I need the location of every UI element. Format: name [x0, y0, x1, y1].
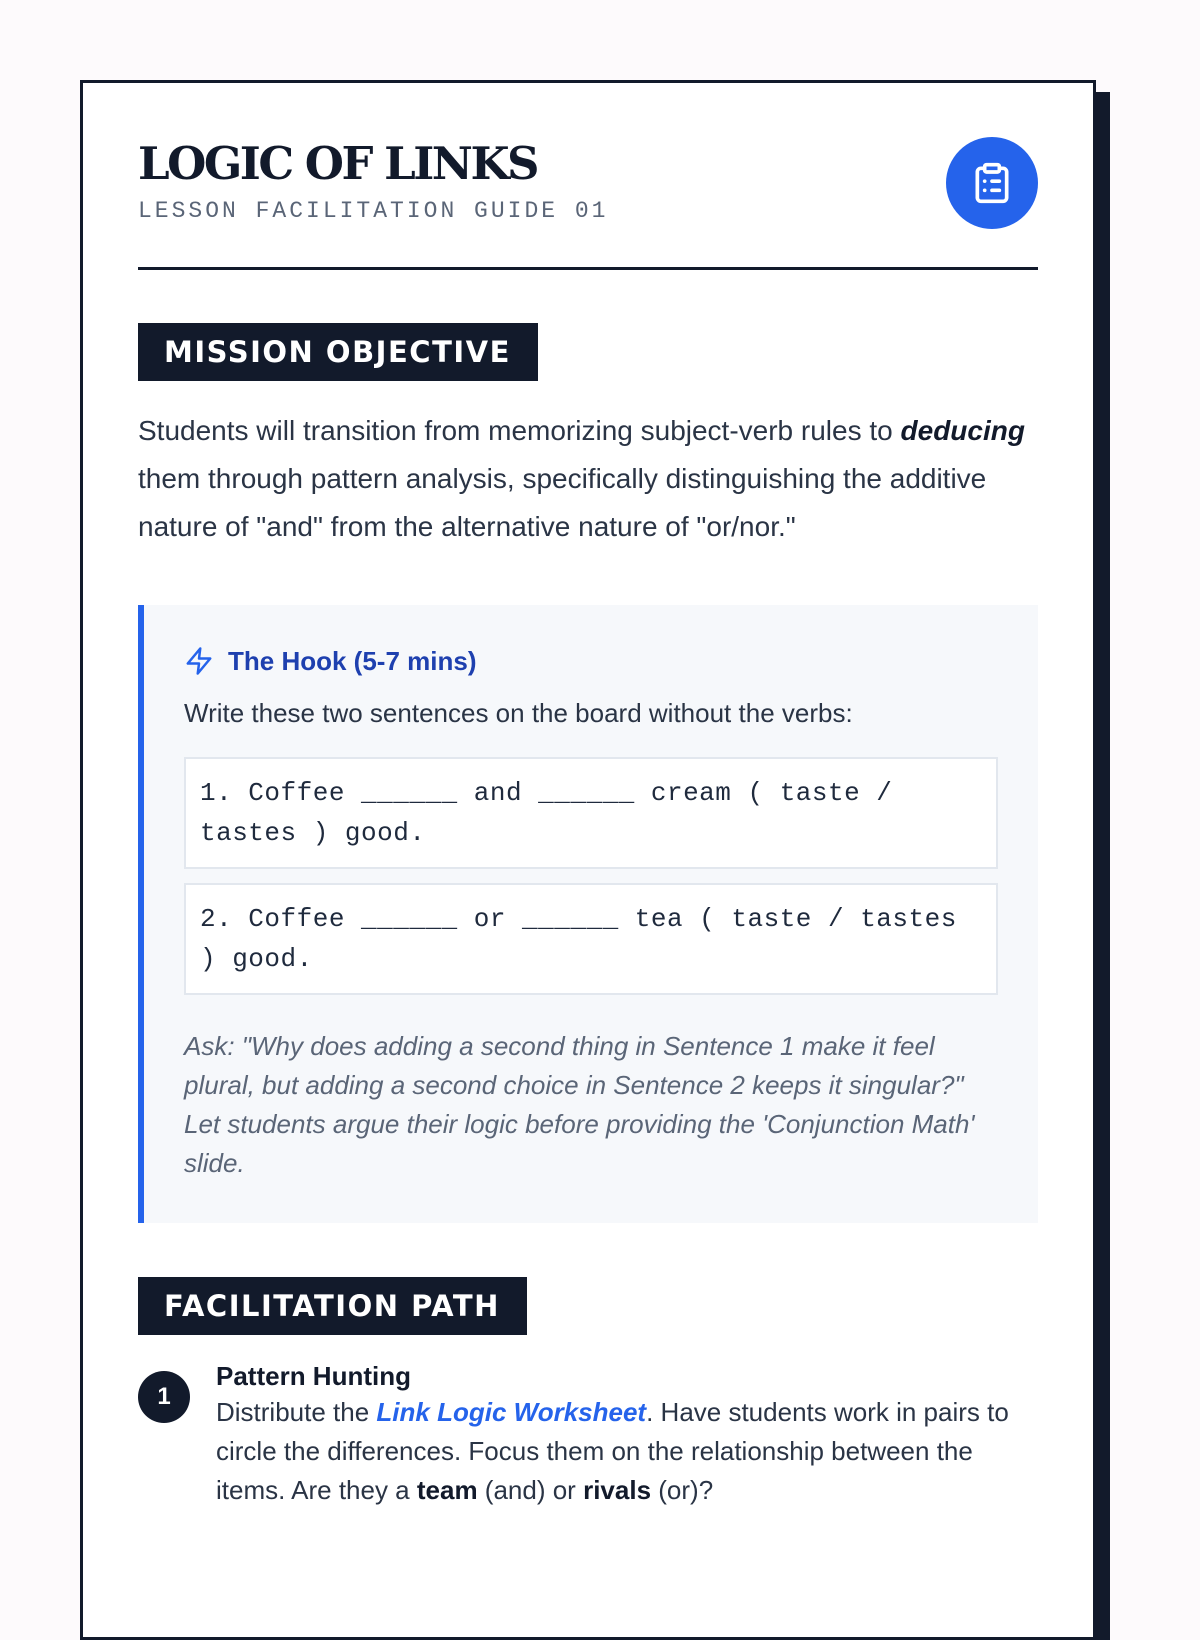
step-bold-rivals: rivals — [583, 1475, 652, 1505]
step-number-badge: 1 — [138, 1371, 190, 1423]
lesson-card — [80, 80, 1096, 1640]
step-body-mid: . Have students work in pairs to circle the differences. Focus them on the relationship between the items. Are they a — [216, 1397, 1009, 1505]
step-title: Pattern Hunting — [216, 1361, 411, 1391]
header-divider — [138, 267, 1038, 270]
lightning-icon — [184, 645, 214, 677]
page-title: LOGIC OF LINKS — [138, 137, 538, 190]
hook-intro: Write these two sentences on the board without the verbs: — [184, 698, 853, 728]
mission-objective-tag: MISSION OBJECTIVE — [138, 323, 538, 381]
mission-objective-text — [138, 407, 1038, 551]
card-header — [138, 83, 1038, 273]
objective-emphasis: deducing — [900, 415, 1025, 446]
page-subtitle: LESSON FACILITATION GUIDE 01 — [138, 198, 609, 224]
board-sentence-2: 2. Coffee ______ or ______ tea ( taste / tastes ) good. — [184, 883, 998, 995]
hook-panel — [138, 605, 1038, 1223]
step-item — [138, 1359, 1038, 1510]
objective-text-end: them through pattern analysis, specifically distinguishing the additive nature of "and" from the alternative nature of "or/nor." — [138, 463, 987, 542]
card-content — [138, 83, 1038, 1510]
facilitation-path-tag: FACILITATION PATH — [138, 1277, 527, 1335]
hook-title: The Hook (5-7 mins) — [228, 646, 477, 676]
worksheet-link[interactable]: Link Logic Worksheet — [376, 1397, 647, 1427]
step-body-mid2: (and) or — [477, 1475, 584, 1505]
objective-text-start: Students will transition from memorizing subject-verb rules to — [138, 415, 901, 446]
step-body — [216, 1393, 1038, 1510]
clipboard-list-icon — [970, 159, 1014, 207]
step-body-start: Distribute the — [216, 1397, 377, 1427]
step-bold-team: team — [416, 1475, 478, 1505]
facilitation-steps — [138, 1359, 1038, 1510]
hook-heading — [184, 645, 998, 677]
hook-ask-prompt: Ask: "Why does adding a second thing in Sentence 1 make it feel plural, but adding a second choice in Sentence 2 keeps it singular?" Let students argue their logic before providing the 'Conjunction Math' slide. — [184, 1031, 975, 1178]
step-body-end: (or)? — [651, 1475, 714, 1505]
clipboard-badge — [946, 137, 1038, 229]
board-sentence-1: 1. Coffee ______ and ______ cream ( taste / tastes ) good. — [184, 757, 998, 869]
